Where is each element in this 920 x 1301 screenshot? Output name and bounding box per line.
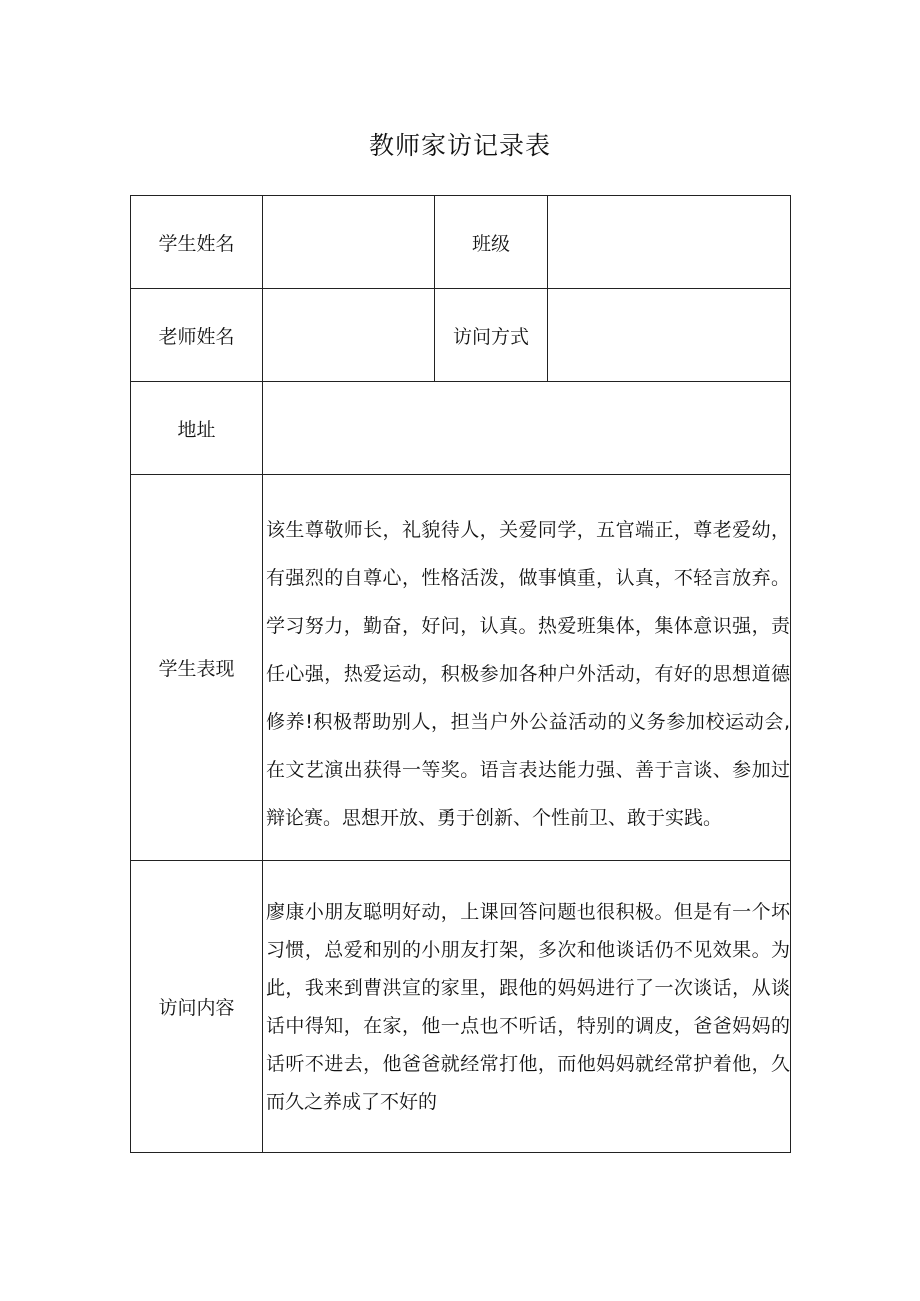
class-value[interactable] [548,196,791,289]
student-name-label: 学生姓名 [131,196,263,289]
home-visit-form-table [130,195,791,1153]
address-label: 地址 [131,382,263,475]
row-performance [131,475,791,861]
teacher-name-label: 老师姓名 [131,289,263,382]
row-teacher-method [131,289,791,382]
address-value[interactable] [263,382,791,475]
row-address [131,382,791,475]
row-visit-content [131,861,791,1153]
class-label: 班级 [435,196,548,289]
teacher-name-value[interactable] [263,289,435,382]
row-student-class [131,196,791,289]
visit-content-label: 访问内容 [131,861,263,1153]
visit-method-label: 访问方式 [435,289,548,382]
page-title: 教师家访记录表 [368,131,551,160]
visit-content-cell [263,861,791,1153]
student-name-value[interactable] [263,196,435,289]
performance-label: 学生表现 [131,475,263,861]
visit-method-value[interactable] [548,289,791,382]
performance-text: 该生尊敬师长，礼貌待人，关爱同学，五官端正，尊老爱幼，有强烈的自尊心，性格活泼，做事慎重，认真，不轻言放弃。学习努力，勤奋，好问，认真。热爱班集体，集体意识强，责任心强，热爱运动，积极参加各种户外活动，有好的思想道德修养!积极帮助别人，担当户外公益活动的义务参加校运动会,在文艺演出获得一等奖。语言表达能力强、善于言谈、参加过辩论赛。思想开放、勇于创新、个性前卫、敢于实践。 [266,519,790,829]
visit-content-text: 廖康小朋友聪明好动，上课回答问题也很积极。但是有一个坏习惯，总爱和别的小朋友打架，多次和他谈话仍不见效果。为此，我来到曹洪宣的家里，跟他的妈妈进行了一次谈话，从谈话中得知，在家，他一点也不听话，特别的调皮，爸爸妈妈的话听不进去，他爸爸就经常打他，而他妈妈就经常护着他，久而久之养成了不好的 [266,900,790,1113]
performance-cell [263,475,791,861]
